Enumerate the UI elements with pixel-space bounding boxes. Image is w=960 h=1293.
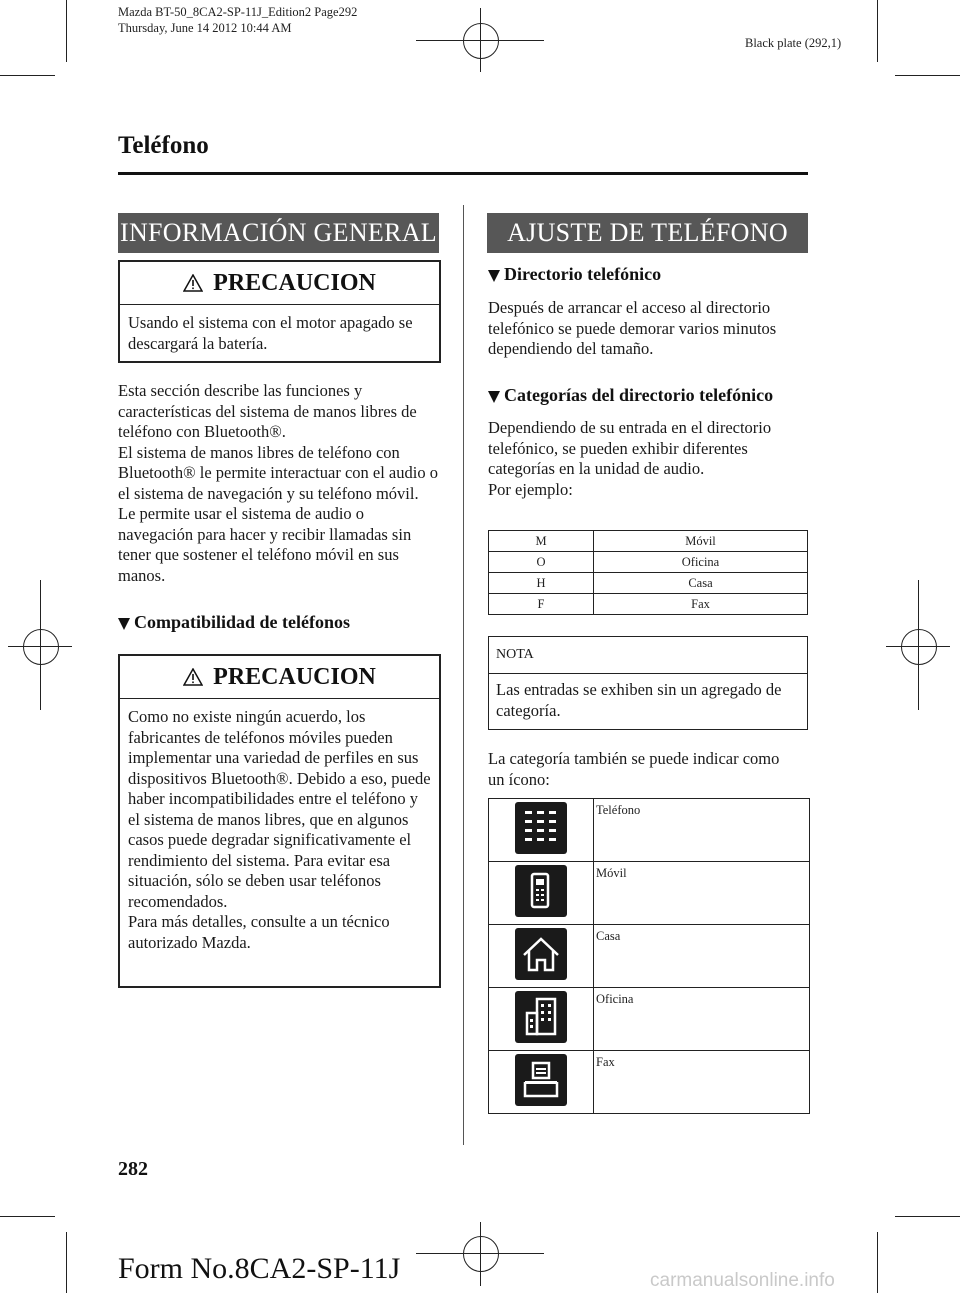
fax-icon: [515, 1054, 567, 1106]
note-text: Las entradas se exhiben sin un agregado de categoría.: [496, 680, 782, 720]
table-row: [489, 573, 808, 594]
triangle-bullet-icon: [488, 270, 500, 282]
subhead-phonebook: [488, 264, 661, 285]
mobile-phone-icon: [515, 865, 567, 917]
caution-box-battery: [118, 260, 441, 363]
icon-label: Casa: [594, 925, 810, 988]
caution-header: [120, 656, 439, 699]
table-row: [489, 925, 810, 988]
warning-icon: [183, 668, 203, 686]
icon-cell: [489, 925, 594, 988]
subhead-categories: [488, 385, 773, 406]
icon-label: Oficina: [594, 988, 810, 1051]
note-box: [488, 636, 808, 730]
warning-icon: [183, 274, 203, 292]
category-name: Oficina: [594, 552, 808, 573]
category-code: F: [489, 594, 594, 615]
icon-label: Teléfono: [594, 799, 810, 862]
category-name: Móvil: [594, 531, 808, 552]
icon-cell: [489, 862, 594, 925]
caution-text: Usando el sistema con el motor apagado se descargará la batería.: [128, 313, 413, 353]
icon-cell: [489, 799, 594, 862]
intro-paragraph: Esta sección describe las funciones y características del sistema de manos libres de teléfono con Bluetooth®. El sistema de manos libres de teléfono con Bluetooth® le permite interactuar con el audio o el sistema de navegación y su teléfono móvil. Le permite usar el sistema de audio o navegación para hacer y recibir llamadas sin tener que sostener el teléfono móvil en sus manos.: [118, 381, 438, 585]
table-row: [489, 1051, 810, 1114]
categories-paragraph: Dependiendo de su entrada en el directorio telefónico, se pueden exhibir diferentes categorías en la unidad de audio. Por ejemplo:: [488, 418, 772, 499]
plate-label: Black plate (292,1): [745, 36, 842, 50]
keypad-icon: [515, 802, 567, 854]
icon-intro-paragraph: La categoría también se puede indicar como un ícono:: [488, 749, 780, 789]
category-name: Casa: [594, 573, 808, 594]
form-number: Form No.8CA2-SP-11J: [118, 1252, 401, 1285]
print-meta-line2: Thursday, June 14 2012 10:44 AM: [118, 21, 292, 35]
phonebook-paragraph: Después de arrancar el acceso al directorio telefónico se puede demorar varios minutos dependiendo del tamaño.: [488, 298, 777, 358]
icon-label: Fax: [594, 1051, 810, 1114]
subhead-phonebook-label: Directorio telefónico: [504, 264, 662, 284]
table-row: [489, 552, 808, 573]
office-building-icon: [515, 991, 567, 1043]
caution-box-compatibility: [118, 654, 441, 988]
table-row: [489, 862, 810, 925]
caution-title: PRECAUCION: [213, 663, 376, 690]
banner-phone-settings: AJUSTE DE TELÉFONO: [487, 213, 808, 253]
print-meta-line1: Mazda BT-50_8CA2-SP-11J_Edition2 Page292: [118, 5, 358, 19]
banner-general-info: INFORMACIÓN GENERAL: [118, 213, 439, 253]
table-row: [489, 531, 808, 552]
table-row: [489, 988, 810, 1051]
caution-title: PRECAUCION: [213, 269, 376, 296]
column-divider: [463, 205, 464, 1145]
category-code: O: [489, 552, 594, 573]
subhead-compatibility-label: Compatibilidad de teléfonos: [134, 612, 351, 632]
icon-cell: [489, 988, 594, 1051]
page-number: 282: [118, 1158, 148, 1180]
title-rule: [118, 172, 808, 175]
category-table: [488, 530, 808, 615]
category-code: M: [489, 531, 594, 552]
icon-label: Móvil: [594, 862, 810, 925]
table-row: [489, 594, 808, 615]
caution-text: Como no existe ningún acuerdo, los fabricantes de teléfonos móviles pueden implementar una variedad de perfiles en sus dispositivos Bluetooth®. Debido a eso, puede haber incompatibilidades entre el teléfono y el sistema de manos libres, que en algunos casos puede degradar significativamente el rendimiento del sistema. Para evitar esa situación, sólo se deben usar teléfonos recomendados. Para más detalles, consulte a un técnico autorizado Mazda.: [128, 707, 431, 952]
icon-table: [488, 798, 810, 1114]
watermark: carmanualsonline.info: [650, 1270, 835, 1291]
category-code: H: [489, 573, 594, 594]
print-meta: [118, 4, 357, 36]
triangle-bullet-icon: [118, 618, 130, 630]
note-title: NOTA: [489, 637, 807, 674]
subhead-categories-label: Categorías del directorio telefónico: [504, 385, 774, 405]
house-icon: [515, 928, 567, 980]
subhead-compatibility: [118, 612, 350, 633]
icon-cell: [489, 1051, 594, 1114]
category-name: Fax: [594, 594, 808, 615]
table-row: [489, 799, 810, 862]
triangle-bullet-icon: [488, 391, 500, 403]
section-title: Teléfono: [118, 132, 209, 159]
caution-header: [120, 262, 439, 305]
